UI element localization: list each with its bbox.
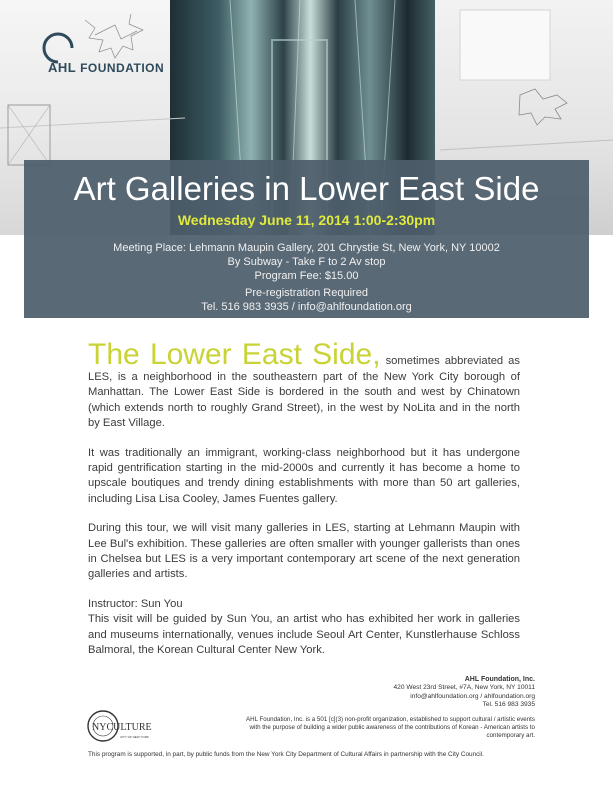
footer-street: 420 West 23rd Street, #7A, New York, NY 10011 — [393, 684, 535, 692]
program-fee: Program Fee: $15.00 — [254, 270, 359, 282]
footer-support-note: This program is supported, in part, by public funds from the New York City Department of Cultural Affairs in partnership with the City Council. — [88, 751, 484, 758]
event-date: Wednesday June 11, 2014 1:00-2:30pm — [177, 212, 436, 228]
nyculture-logo — [86, 707, 176, 745]
footer-org-name: AHL Foundation, Inc. — [464, 676, 535, 683]
article-body — [88, 340, 520, 673]
lead-text: sometimes abbreviated as LES, is a neighborhood in the southeastern part of the New York City borough of Manhattan. The Lower East Side is bordered in the south and west by Chinatown (which extends north to roughly Grand Street), in the west by NoLita and in the north by East Village. — [88, 355, 520, 430]
subway-directions: By Subway - Take F to 2 Av stop — [227, 256, 386, 268]
footer-tel: Tel. 516 983 3935 — [482, 701, 535, 709]
logo-word: FOUNDATION — [80, 61, 165, 75]
page-title: Art Galleries in Lower East Side — [73, 170, 540, 207]
lead-heading: The Lower East Side, — [88, 338, 381, 371]
instructor-label: Instructor: Sun You — [88, 597, 183, 610]
footer-mission: AHL Foundation, Inc. is a 501 [c](3) non-profit organization, established to support cultural / artistic events with the purpose of building a wider public awareness of the contributions of Korean - American artists to contemporary art. — [245, 716, 535, 739]
meeting-place: Meeting Place: Lehmann Maupin Gallery, 201 Chrystie St, New York, NY 10002 — [113, 242, 500, 254]
logo-brand: AHL — [48, 60, 77, 75]
ahl-logo — [48, 60, 164, 75]
nyc-city: CITY OF NEW YORK — [120, 735, 149, 739]
nyc-wordmark: NYCULTURE — [92, 722, 152, 733]
paragraph-tour: During this tour, we will visit many galleries in LES, starting at Lehmann Maupin with Lee Bul's exhibition. These galleries are often smaller with younger gallerists than ones in Chelsea but LES is a very important contemporary art scene of the next generation galleries and artists. — [88, 522, 520, 581]
event-banner — [24, 160, 589, 318]
contact-info: Tel. 516 983 3935 / info@ahlfoundation.org — [201, 301, 412, 313]
paragraph-instructor: This visit will be guided by Sun You, an artist who has exhibited her work in galleries and museums internationally, venues include Seoul Art Center, Kunstlerhause Schloss Balmoral, the Korean Cultural Center New York. — [88, 613, 520, 657]
footer-address — [235, 676, 535, 710]
lead-paragraph — [88, 340, 520, 432]
footer-web[interactable]: info@ahlfoundation.org / ahlfoundation.org — [410, 692, 535, 700]
paragraph-history: It was traditionally an immigrant, working-class neighborhood but it has undergone rapid gentrification starting in the mid-2000s and currently it has become a home to upscale boutiques and trendy dining establishments with more than 50 art galleries, including Lisa Lisa Cooley, James Fuentes gallery. — [88, 446, 520, 505]
registration-note: Pre-registration Required — [245, 287, 368, 299]
